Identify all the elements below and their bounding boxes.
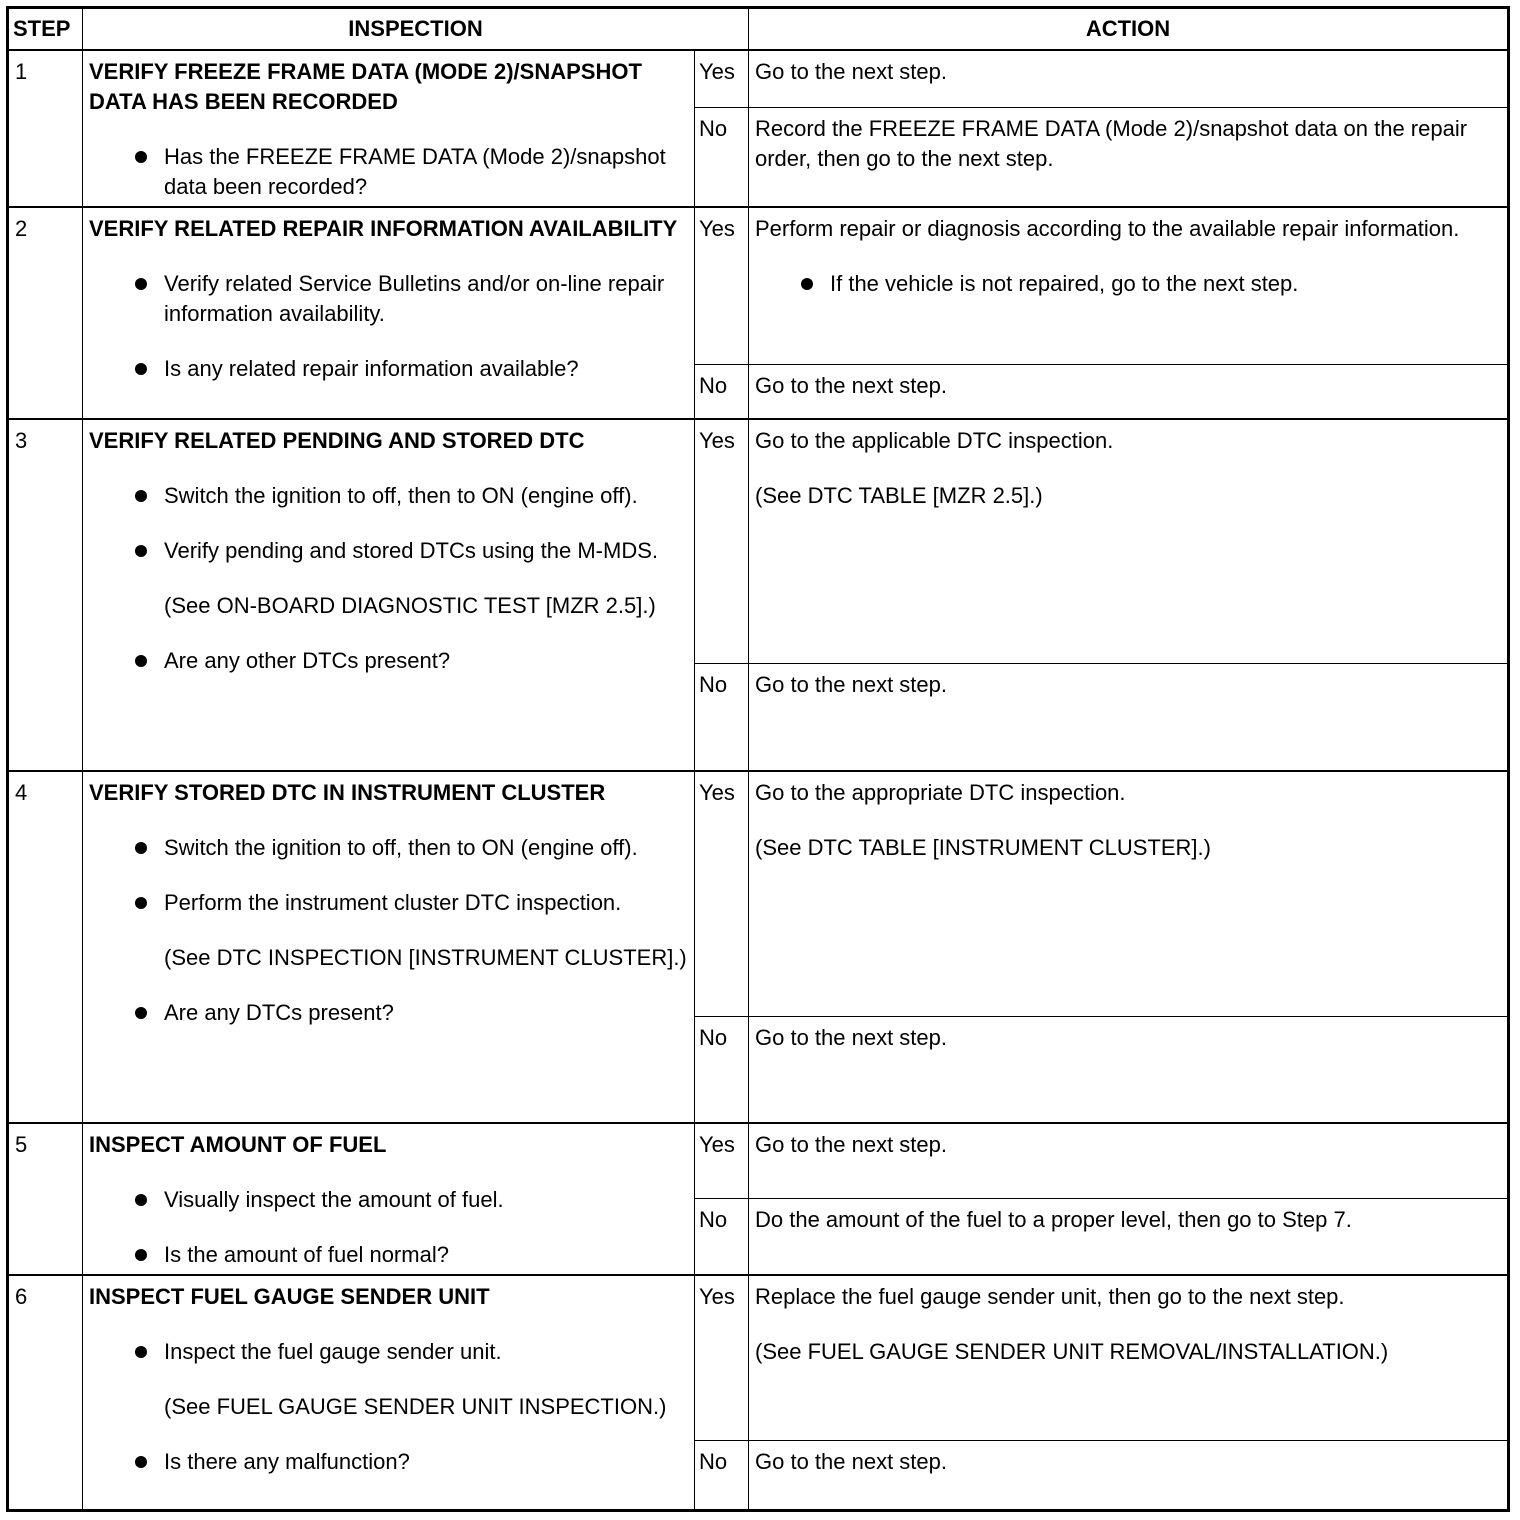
bullet-icon <box>135 151 147 163</box>
yes-label: Yes <box>695 771 749 1017</box>
no-action: Go to the next step. <box>749 365 1509 419</box>
no-action: Go to the next step. <box>749 1017 1509 1123</box>
step-title: INSPECT FUEL GAUGE SENDER UNIT <box>89 1283 490 1309</box>
yes-label: Yes <box>695 207 749 365</box>
yes-action: Replace the fuel gauge sender unit, then go to the next step. (See FUEL GAUGE SENDER UNIT REMOVAL/INSTALLATION.) <box>749 1275 1509 1441</box>
inspection-bullet: Visually inspect the amount of fuel. <box>89 1185 688 1215</box>
step-title: VERIFY STORED DTC IN INSTRUMENT CLUSTER <box>89 779 606 805</box>
inspection-bullet: Switch the ignition to off, then to ON (engine off). <box>89 833 688 863</box>
inspection-note: (See DTC INSPECTION [INSTRUMENT CLUSTER].) <box>164 944 687 970</box>
inspection-cell <box>83 419 695 771</box>
inspection-bullet: Is any related repair information available? <box>89 354 688 384</box>
yes-action: Perform repair or diagnosis according to the available repair information. If the vehicle is not repaired, go to the next step. <box>749 207 1509 365</box>
inspection-bullet: Perform the instrument cluster DTC inspection. <box>89 888 688 918</box>
step-row <box>8 419 1509 664</box>
header-step: STEP <box>8 8 83 50</box>
bullet-icon <box>135 490 147 502</box>
inspection-cell <box>83 1123 695 1275</box>
inspection-cell <box>83 50 695 207</box>
inspection-bullet: Is the amount of fuel normal? <box>89 1240 688 1270</box>
inspection-bullet: Are any other DTCs present? <box>89 646 688 676</box>
no-action: Record the FREEZE FRAME DATA (Mode 2)/snapshot data on the repair order, then go to the next step. <box>749 108 1509 207</box>
yes-action: Go to the applicable DTC inspection. (See DTC TABLE [MZR 2.5].) <box>749 419 1509 664</box>
inspection-bullet: Has the FREEZE FRAME DATA (Mode 2)/snapshot data been recorded? <box>89 142 688 202</box>
no-label: No <box>695 365 749 419</box>
bullet-icon <box>135 1456 147 1468</box>
inspection-bullet: Inspect the fuel gauge sender unit. <box>89 1337 688 1367</box>
bullet-icon <box>135 897 147 909</box>
step-title: VERIFY FREEZE FRAME DATA (MODE 2)/SNAPSHOT DATA HAS BEEN RECORDED <box>89 58 642 114</box>
no-label: No <box>695 1199 749 1275</box>
bullet-icon <box>135 842 147 854</box>
bullet-icon <box>135 1194 147 1206</box>
header-inspection: INSPECTION <box>83 8 749 50</box>
no-label: No <box>695 108 749 207</box>
step-number: 5 <box>8 1123 83 1275</box>
inspection-cell <box>83 1275 695 1511</box>
no-action: Go to the next step. <box>749 664 1509 771</box>
no-label: No <box>695 664 749 771</box>
bullet-icon <box>135 1249 147 1261</box>
no-action: Do the amount of the fuel to a proper level, then go to Step 7. <box>749 1199 1509 1275</box>
step-row <box>8 1275 1509 1441</box>
action-note: (See DTC TABLE [MZR 2.5].) <box>755 482 1043 508</box>
inspection-note: (See FUEL GAUGE SENDER UNIT INSPECTION.) <box>164 1393 667 1419</box>
inspection-bullet: Switch the ignition to off, then to ON (engine off). <box>89 481 688 511</box>
step-row <box>8 1123 1509 1199</box>
header-row <box>8 8 1509 50</box>
step-row <box>8 50 1509 108</box>
bullet-icon <box>135 1346 147 1358</box>
bullet-icon <box>135 1007 147 1019</box>
yes-action: Go to the appropriate DTC inspection. (See DTC TABLE [INSTRUMENT CLUSTER].) <box>749 771 1509 1017</box>
action-note: (See DTC TABLE [INSTRUMENT CLUSTER].) <box>755 834 1211 860</box>
inspection-note: (See ON-BOARD DIAGNOSTIC TEST [MZR 2.5].) <box>164 592 656 618</box>
bullet-icon <box>135 278 147 290</box>
yes-label: Yes <box>695 419 749 664</box>
step-row <box>8 207 1509 365</box>
yes-label: Yes <box>695 1275 749 1441</box>
bullet-icon <box>135 545 147 557</box>
inspection-bullet: Is there any malfunction? <box>89 1447 688 1477</box>
action-note: (See FUEL GAUGE SENDER UNIT REMOVAL/INSTALLATION.) <box>755 1338 1389 1364</box>
no-label: No <box>695 1017 749 1123</box>
step-number: 4 <box>8 771 83 1123</box>
inspection-bullet: Verify pending and stored DTCs using the M-MDS. <box>89 536 688 566</box>
no-label: No <box>695 1441 749 1511</box>
inspection-cell <box>83 207 695 419</box>
inspection-bullet: Are any DTCs present? <box>89 998 688 1028</box>
bullet-icon <box>801 278 813 290</box>
step-title: VERIFY RELATED REPAIR INFORMATION AVAILABILITY <box>89 215 678 241</box>
yes-action: Go to the next step. <box>749 1123 1509 1199</box>
step-number: 2 <box>8 207 83 419</box>
action-bullet: If the vehicle is not repaired, go to the next step. <box>755 269 1501 299</box>
step-row <box>8 771 1509 1017</box>
step-number: 6 <box>8 1275 83 1511</box>
yes-action: Go to the next step. <box>749 50 1509 108</box>
step-title: INSPECT AMOUNT OF FUEL <box>89 1131 387 1157</box>
no-action: Go to the next step. <box>749 1441 1509 1511</box>
step-title: VERIFY RELATED PENDING AND STORED DTC <box>89 427 585 453</box>
yes-label: Yes <box>695 1123 749 1199</box>
bullet-icon <box>135 655 147 667</box>
yes-label: Yes <box>695 50 749 108</box>
step-number: 1 <box>8 50 83 207</box>
inspection-bullet: Verify related Service Bulletins and/or on-line repair information availability. <box>89 269 688 329</box>
diagnostic-table <box>6 6 1510 1512</box>
step-number: 3 <box>8 419 83 771</box>
bullet-icon <box>135 363 147 375</box>
header-action: ACTION <box>749 8 1509 50</box>
inspection-cell <box>83 771 695 1123</box>
